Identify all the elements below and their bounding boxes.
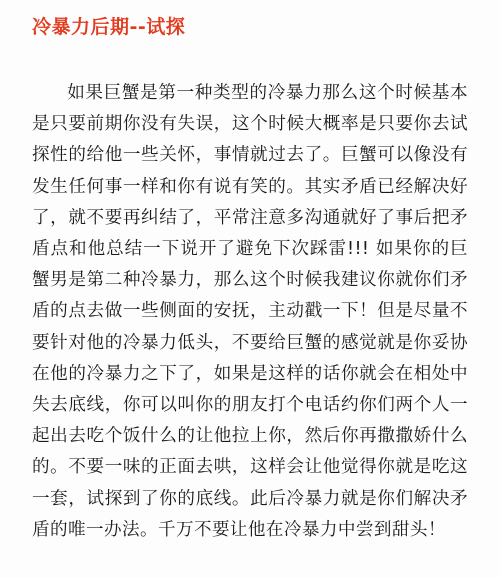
article-title: 冷暴力后期--试探 xyxy=(32,16,186,38)
article-paragraph: 如果巨蟹是第一种类型的冷暴力那么这个时候基本是只要前期你没有失误，这个时候大概率是只要你去试探性的给他一些关怀，事情就过去了。巨蟹可以像没有发生任何事一样和你有说有笑的。其实矛盾已经解决好了，就不要再纠结了，平常注意多沟通就好了事后把矛盾点和他总结一下说开了避免下次踩雷!!! 如果你的巨蟹男是第二种冷暴力，那么这个时候我建议你就你们矛盾的点去做一些侧面的安抚，主动戳一下！但是尽量不要针对他的冷暴力低头，不要给巨蟹的感觉就是你妥协在他的冷暴力之下了，如果是这样的话你就会在相处中失去底线，你可以叫你的朋友打个电话约你们两个人一起出去吃个饭什么的让他拉上你，然后你再撒撒娇什么的。不要一味的正面去哄，这样会让他觉得你就是吃这一套，试探到了你的底线。此后冷暴力就是你们解决矛盾的唯一办法。千万不要让他在冷暴力中尝到甜头！ xyxy=(32,83,468,540)
